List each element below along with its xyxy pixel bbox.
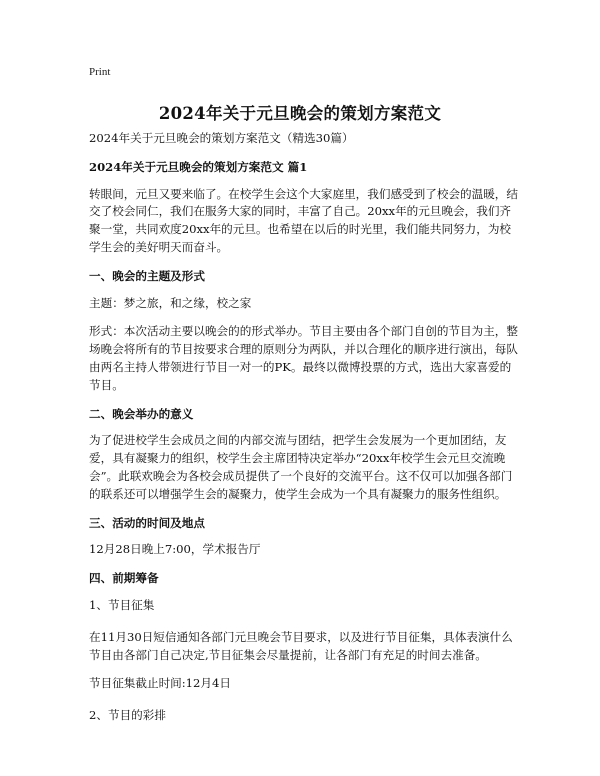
page-title: 2024年关于元旦晚会的策划方案范文 xyxy=(158,104,442,123)
article-content xyxy=(89,130,521,739)
item1-title: 1、节目征集 xyxy=(89,597,155,612)
item2-title: 2、节目的彩排 xyxy=(89,708,166,723)
form-paragraph: 形式：本次活动主要以晚会的的形式举办。节目主要由各个部门自创的节目为主，整场晚会将所有的节目按要求合理的原则分为两队，并以合理化的顺序进行演出，每队由两名主持人带领进行节目一对一的PK。最终以微博投票的方式，选出大家喜爱的节目。 xyxy=(89,324,518,392)
article-subtitle: 2024年关于元旦晚会的策划方案范文（精选30篇） xyxy=(89,131,354,145)
intro-paragraph: 转眼间，元旦又要来临了。在校学生会这个大家庭里，我们感受到了校会的温暖，结交了校会同仁，我们在服务大家的同时，丰富了自己。20xx年的元旦晚会，我们齐聚一堂，共同欢度20xx年的元旦。也希望在以后的时光里，我们能共同努力，为校学生会的美好明天而奋斗。 xyxy=(89,186,518,254)
time-location-line: 12月28日晚上7:00，学术报告厅 xyxy=(89,542,261,557)
deadline-line: 节目征集截止时间:12月4日 xyxy=(89,676,231,691)
section2-heading: 二、晚会举办的意义 xyxy=(89,406,194,421)
section1-heading: 一、晚会的主题及形式 xyxy=(89,268,205,283)
section4-heading: 四、前期筹备 xyxy=(89,571,159,586)
item1-paragraph: 在11月30日短信通知各部门元旦晚会节目要求，以及进行节目征集，具体表演什么节目由各部门自己决定,节目征集会尽量提前，让各部门有充足的时间去准备。 xyxy=(89,629,513,662)
print-link[interactable]: Print xyxy=(89,66,111,78)
significance-paragraph: 为了促进校学生会成员之间的内部交流与团结，把学生会发展为一个更加团结，友爱，具有凝聚力的组织，校学生会主席团特决定举办“20xx年校学生会元旦交流晚会”。此联欢晚会为各校会成员提供了一个良好的交流平台。这不仅可以加强各部门的联系还可以增强学生会的凝聚力，使学生会成为一个具有凝聚力的服务性组织。 xyxy=(89,433,513,501)
section3-heading: 三、活动的时间及地点 xyxy=(89,515,205,530)
article-heading: 2024年关于元旦晚会的策划方案范文 篇1 xyxy=(89,159,308,174)
theme-line: 主题：梦之旅，和之缘，校之家 xyxy=(89,295,252,310)
